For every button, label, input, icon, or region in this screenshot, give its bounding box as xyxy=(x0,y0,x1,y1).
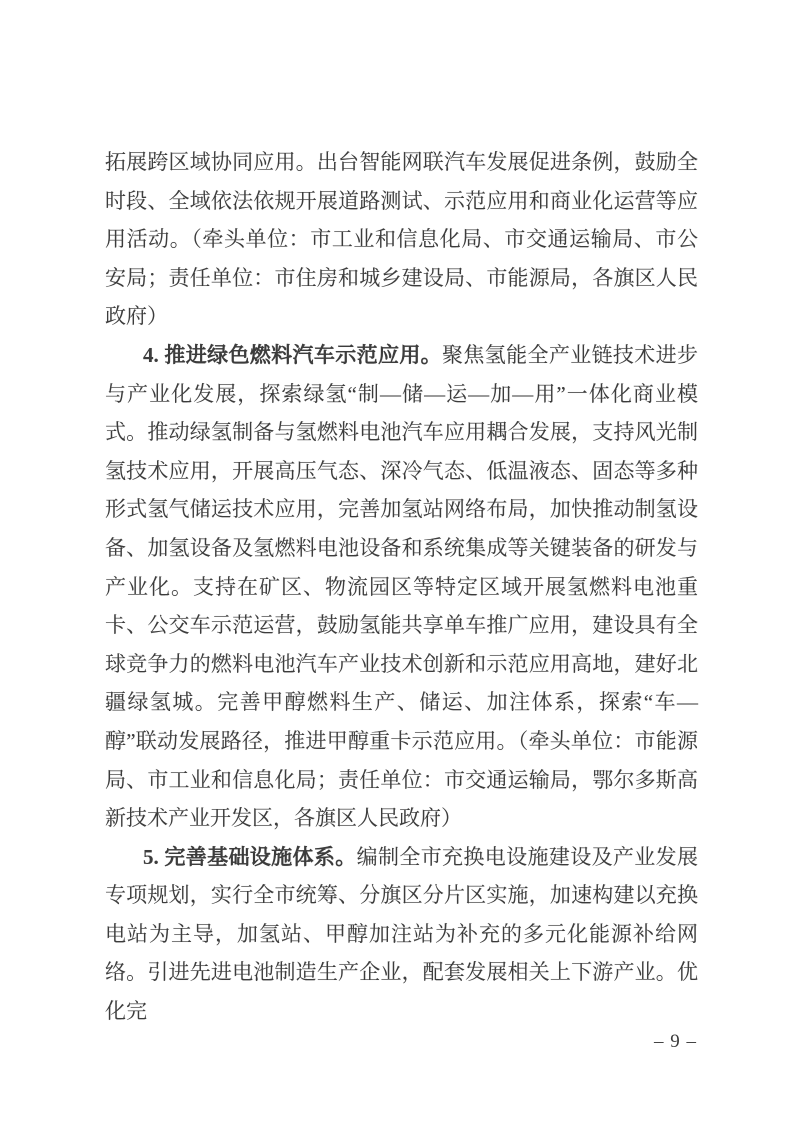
paragraph-continuation-text: 拓展跨区域协同应用。出台智能网联汽车发展促进条例，鼓励全时段、全域依法依规开展道路测试、示范应用和商业化运营等应用活动。（牵头单位：市工业和信息化局、市交通运输局、市公安局；责任单位：市住房和城乡建设局、市能源局，各旗区人民政府） xyxy=(105,150,698,329)
paragraph-continuation xyxy=(105,143,698,336)
document-body xyxy=(105,143,698,1031)
paragraph-item-4 xyxy=(105,336,698,838)
item-5-body: 编制全市充换电设施建设及产业发展专项规划，实行全市统筹、分旗区分片区实施，加速构建以充换电站为主导，加氢站、甲醇加注站为补充的多元化能源补给网络。引进先进电池制造生产企业，配套发展相关上下游产业。优化完 xyxy=(105,844,699,1024)
item-4-heading: 4. 推进绿色燃料汽车示范应用。 xyxy=(143,342,443,367)
paragraph-item-5 xyxy=(105,838,698,1031)
item-5-heading: 5. 完善基础设施体系。 xyxy=(143,844,357,869)
page-number: – 9 – xyxy=(654,1031,697,1052)
item-4-body: 聚焦氢能全产业链技术进步与产业化发展，探索绿氢“制—储—运—加—用”一体化商业模式。推动绿氢制备与氢燃料电池汽车应用耦合发展，支持风光制氢技术应用，开展高压气态、深冷气态、低温液态、固态等多种形式氢气储运技术应用，完善加氢站网络布局，加快推动制氢设备、加氢设备及氢燃料电池设备和系统集成等关键装备的研发与产业化。支持在矿区、物流园区等特定区域开展氢燃料电池重卡、公交车示范运营，鼓励氢能共享单车推广应用，建设具有全球竞争力的燃料电池汽车产业技术创新和示范应用高地，建好北疆绿氢城。完善甲醇燃料生产、储运、加注体系，探索“车—醇”联动发展路径，推进甲醇重卡示范应用。（牵头单位：市能源局、市工业和信息化局；责任单位：市交通运输局，鄂尔多斯高新技术产业开发区，各旗区人民政府） xyxy=(105,342,699,831)
